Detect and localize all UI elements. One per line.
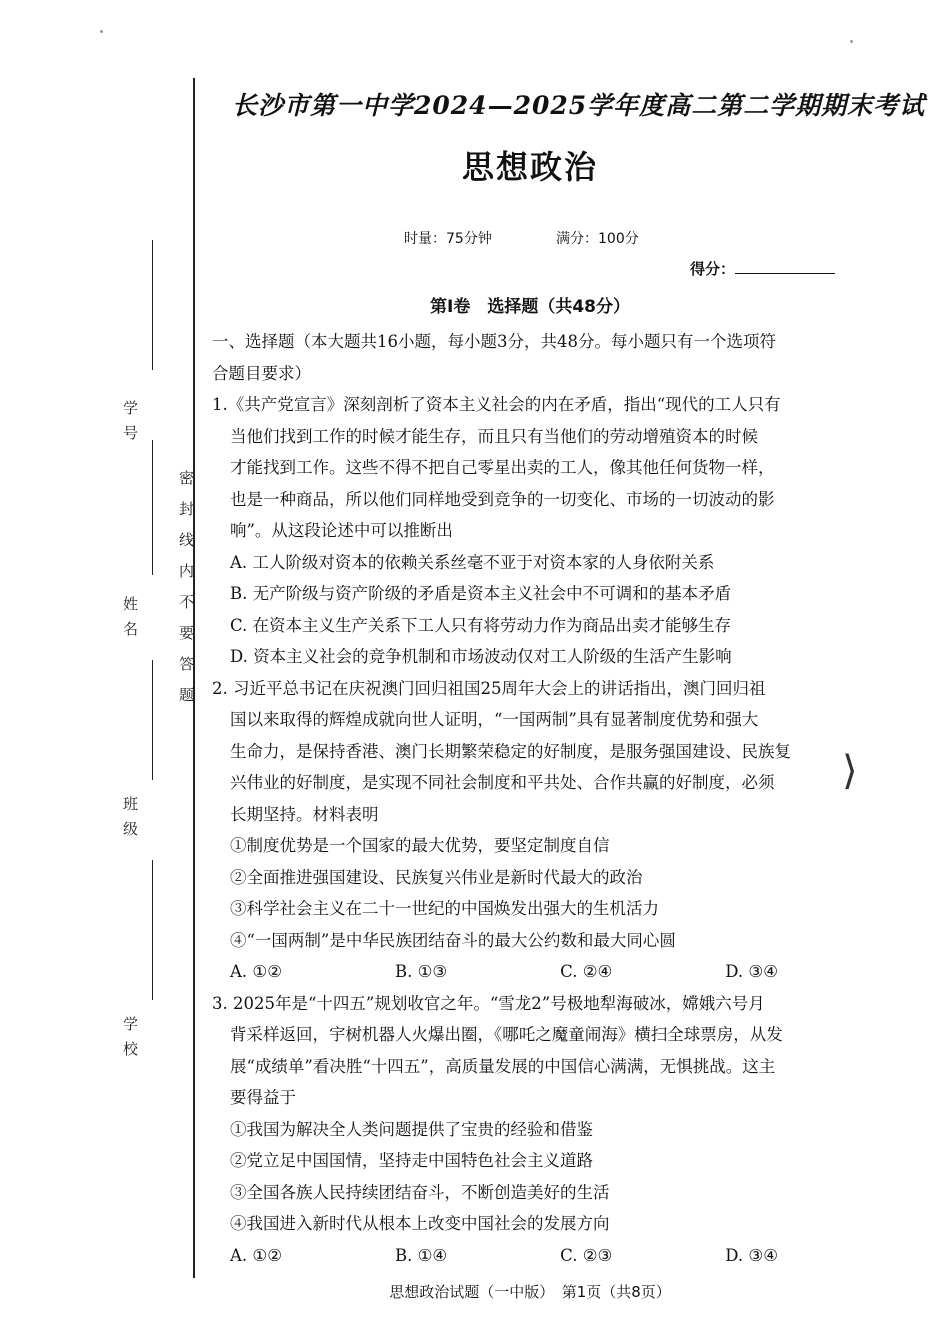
choice-d: D. ③④ <box>725 1245 778 1265</box>
question-stem-line: 要得益于 <box>230 1088 296 1107</box>
exam-title: 长沙市第一中学2024—2025学年度高二第二学期期末考试 <box>232 91 926 120</box>
questions-body <box>212 326 838 1271</box>
student-id-field <box>120 400 141 450</box>
name-blank <box>152 440 153 575</box>
question-stem-line: 生命力，是保持香港、澳门长期繁荣稳定的好制度，是服务强国建设、民族复 <box>230 741 791 761</box>
class-label: 班级 <box>121 796 139 846</box>
question-2 <box>212 673 838 988</box>
name-label: 姓名 <box>121 596 139 646</box>
class-field <box>120 796 141 846</box>
question-stem-line: 国以来取得的辉煌成就向世人证明，“一国两制”具有显著制度优势和强大 <box>230 710 759 729</box>
choice-a: A. ①② <box>230 1245 282 1265</box>
statement-3: ③科学社会主义在二十一世纪的中国焕发出强大的生机活力 <box>230 899 659 918</box>
choice-b: B. ①③ <box>394 962 448 981</box>
statement-1: ①我国为解决全人类问题提供了宝贵的经验和借鉴 <box>230 1119 593 1139</box>
choice-row <box>212 956 838 988</box>
question-stem-line: 2. 习近平总书记在庆祝澳门回归祖国25周年大会上的讲话指出，澳门回归祖 <box>212 678 766 698</box>
choice-c: C. ②③ <box>560 1245 613 1265</box>
question-stem-line: 才能找到工作。这些不得不把自己零星出卖的工人，像其他任何货物一样， <box>230 458 775 477</box>
question-stem-line: 响”。从这段论述中可以推断出 <box>230 521 453 540</box>
statement-4: ④我国进入新时代从根本上改变中国社会的发展方向 <box>230 1214 610 1233</box>
bracket-mark: ⟩ <box>842 748 858 794</box>
question-stem-line: 展“成绩单”看决胜“十四五”，高质量发展的中国信心满满，无惧挑战。这主 <box>230 1056 776 1076</box>
option-d: D. 资本主义社会的竞争机制和市场波动仅对工人阶级的生活产生影响 <box>230 647 732 666</box>
page-footer: 思想政治试题（一中版） 第1页（共8页） <box>389 1283 671 1301</box>
question-stem-line: 1.《共产党宣言》深刻剖析了资本主义社会的内在矛盾，指出“现代的工人只有 <box>212 395 781 414</box>
question-stem-line: 兴伟业的好制度，是实现不同社会制度和平共处、合作共赢的好制度，必须 <box>230 773 775 792</box>
class-blank <box>152 660 153 780</box>
exam-duration: 时量：75分钟 <box>404 231 492 247</box>
question-stem-line: 长期坚持。材料表明 <box>230 804 379 824</box>
choice-a: A. ①② <box>230 962 282 981</box>
name-field <box>120 596 141 646</box>
student-id-label: 学号 <box>121 400 139 450</box>
score-field <box>690 258 835 279</box>
school-blank <box>152 860 153 1000</box>
statement-3: ③全国各族人民持续团结奋斗，不断创造美好的生活 <box>230 1182 610 1202</box>
score-label: 得分： <box>690 260 736 278</box>
option-b: B. 无产阶级与资产阶级的矛盾是资本主义社会中不可调和的基本矛盾 <box>230 584 732 603</box>
option-c: C. 在资本主义生产关系下工人只有将劳动力作为商品出卖才能够生存 <box>230 615 732 635</box>
instructions-line: 一、选择题（本大题共16小题，每小题3分，共48分。每小题只有一个选项符 <box>212 332 776 351</box>
full-score: 满分：100分 <box>556 231 639 247</box>
seal-line-notice: 密封线内不要答题 <box>177 470 195 718</box>
statement-2: ②党立足中国国情，坚持走中国特色社会主义道路 <box>230 1151 593 1170</box>
question-stem-line: 当他们找到工作的时候才能生存，而且只有当他们的劳动增殖资本的时候 <box>230 426 758 446</box>
scan-speck <box>850 40 853 43</box>
question-stem-line: 背采样返回，宇树机器人火爆出圈，《哪吒之魔童闹海》横扫全球票房，从发 <box>230 1025 783 1044</box>
question-stem-line: 3. 2025年是“十四五”规划收官之年。“雪龙2”号极地犁海破冰，嫦娥六号月 <box>212 993 765 1013</box>
question-1 <box>212 389 838 673</box>
choice-c: C. ②④ <box>560 962 613 981</box>
subject-title: 思想政治 <box>461 148 598 186</box>
option-a: A. 工人阶级对资本的依赖关系丝毫不亚于对资本家的人身依附关系 <box>230 552 715 572</box>
score-blank <box>735 259 835 274</box>
instructions-line: 合题目要求） <box>212 363 311 383</box>
school-label: 学校 <box>121 1016 139 1066</box>
school-field <box>120 1016 141 1066</box>
section-title: 第Ⅰ卷 选择题（共48分） <box>430 297 630 317</box>
choice-b: B. ①④ <box>394 1245 448 1265</box>
scan-speck <box>100 30 103 33</box>
choice-d: D. ③④ <box>725 962 778 981</box>
question-stem-line: 也是一种商品，所以他们同样地受到竞争的一切变化、市场的一切波动的影 <box>230 489 775 509</box>
choice-row <box>212 1240 838 1272</box>
statement-1: ①制度优势是一个国家的最大优势，要坚定制度自信 <box>230 836 610 855</box>
statement-2: ②全面推进强国建设、民族复兴伟业是新时代最大的政治 <box>230 867 643 887</box>
question-3 <box>212 988 838 1272</box>
statement-4: ④“一国两制”是中华民族团结奋斗的最大公约数和最大同心圆 <box>230 930 676 950</box>
